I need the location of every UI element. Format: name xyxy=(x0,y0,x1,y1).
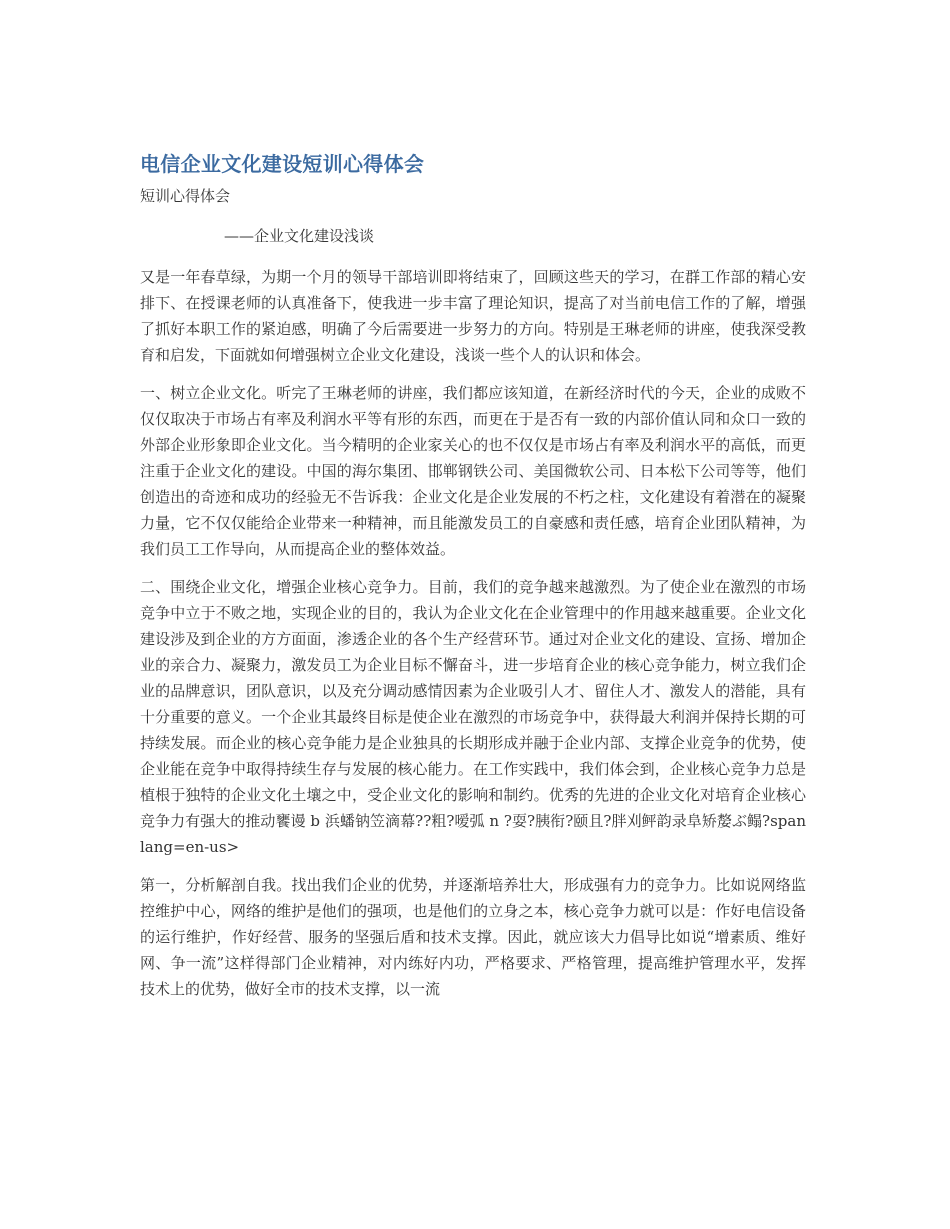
document-title: 电信企业文化建设短训心得体会 xyxy=(140,152,425,176)
document-subheading: ——企业文化建设浅谈 xyxy=(224,227,375,245)
paragraph-section-1: 一、树立企业文化。听完了王琳老师的讲座，我们都应该知道，在新经济时代的今天，企业的成败不仅仅取决于市场占有率及利润水平等有形的东西，而更在于是否有一致的内部价值认同和众口一致的外部企业形象即企业文化。当今精明的企业家关心的也不仅仅是市场占有率及利润水平的高低，而更注重于企业文化的建设。中国的海尔集团、邯郸钢铁公司、美国微软公司、日本松下公司等等，他们创造出的奇迹和成功的经验无不告诉我：企业文化是企业发展的不朽之柱，文化建设有着潜在的凝聚力量，它不仅仅能给企业带来一种精神，而且能激发员工的自豪感和责任感，培育企业团队精神，为我们员工工作导向，从而提高企业的整体效益。 xyxy=(140,384,806,558)
paragraph-point-1: 第一，分析解剖自我。找出我们企业的优势，并逐渐培养壮大，形成强有力的竞争力。比如说网络监控维护中心，网络的维护是他们的强项，也是他们的立身之本，核心竞争力就可以是：作好电信设备的运行维护，作好经营、服务的坚强后盾和技术支撑。因此，就应该大力倡导比如说“增素质、维好网、争一流”这样得部门企业精神，对内练好内功，严格要求、严格管理，提高维护管理水平，发挥技术上的优势，做好全市的技术支撑，以一流 xyxy=(140,876,806,998)
paragraph-section-2: 二、围绕企业文化，增强企业核心竞争力。目前，我们的竞争越来越激烈。为了使企业在激烈的市场竞争中立于不败之地，实现企业的目的，我认为企业文化在企业管理中的作用越来越重要。企业文化建设涉及到企业的方方面面，渗透企业的各个生产经营环节。通过对企业文化的建设、宣扬、增加企业的亲合力、凝聚力，激发员工为企业目标不懈奋斗，进一步培育企业的核心竞争能力，树立我们企业的品牌意识，团队意识，以及充分调动感情因素为企业吸引人才、留住人才、激发人的潜能，具有十分重要的意义。一个企业其最终目标是使企业在激烈的市场竞争中，获得最大利润并保持长期的可持续发展。而企业的核心竞争能力是企业独具的长期形成并融于企业内部、支撑企业竞争的优势，使企业能在竞争中取得持续生存与发展的核心能力。在工作实践中，我们体会到，企业核心竞争力总是植根于独特的企业文化土壤之中，受企业文化的影响和制约。优秀的先进的企业文化对培育企业核心竞争力有强大的推动饔谩 b 浜蟠钠笠滴幕??粗?嗳弧 n ?耍?胰衔?颐且?胖刈鲆韵录阜矫嫠ぶ鳎?span lang=en-us> xyxy=(140,578,806,856)
document-subtitle: 短训心得体会 xyxy=(140,187,231,205)
document-page xyxy=(140,150,806,1014)
paragraph-intro: 又是一年春草绿，为期一个月的领导干部培训即将结束了，回顾这些天的学习，在群工作部的精心安排下、在授课老师的认真准备下，使我进一步丰富了理论知识，提高了对当前电信工作的了解，增强了抓好本职工作的紧迫感，明确了今后需要进一步努力的方向。特别是王琳老师的讲座，使我深受教育和启发，下面就如何增强树立企业文化建设，浅谈一些个人的认识和体会。 xyxy=(140,268,806,364)
